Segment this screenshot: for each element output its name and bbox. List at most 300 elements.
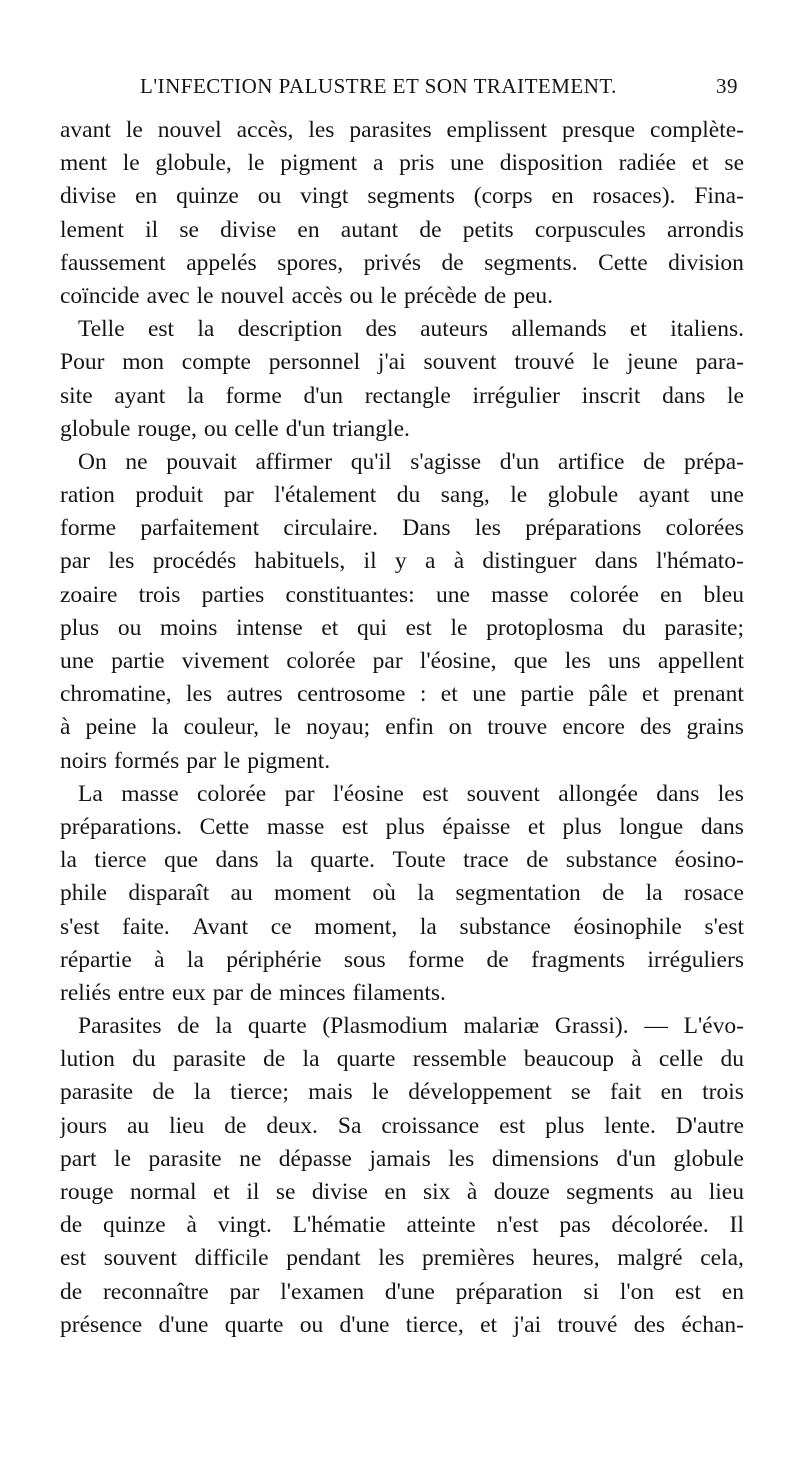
word: fragments <box>531 946 626 973</box>
word: le <box>196 282 214 309</box>
word: centrosome <box>297 681 406 708</box>
word: en <box>135 183 158 210</box>
word: reliés <box>60 979 111 1006</box>
word: filaments. <box>352 979 446 1006</box>
word: le <box>450 614 468 641</box>
word: heures, <box>532 1245 600 1272</box>
word: une <box>472 681 507 708</box>
word: périphérie <box>226 946 322 973</box>
word: Avant <box>192 913 249 940</box>
word: formés <box>114 747 180 774</box>
word: forme <box>225 382 282 409</box>
word: épaisse <box>442 813 511 840</box>
word: zoaire <box>60 581 118 608</box>
word: a <box>372 150 384 177</box>
word: les <box>186 681 213 708</box>
word: l'hémato- <box>656 548 744 575</box>
word: peu. <box>513 282 553 309</box>
word: celle <box>658 1046 704 1073</box>
word: Grassi). <box>554 1013 629 1040</box>
word: phile <box>60 880 107 907</box>
word: du <box>132 1046 156 1073</box>
word: plus <box>385 813 425 840</box>
word: est <box>60 1245 87 1272</box>
word: que <box>164 847 198 874</box>
word: masse <box>121 780 179 807</box>
word: appellent <box>657 648 744 674</box>
word: parasite <box>60 1079 134 1106</box>
word: chromatine, <box>60 681 172 708</box>
word: à <box>154 946 165 973</box>
word: d'une <box>339 1311 390 1338</box>
word: trois <box>138 581 181 608</box>
word: globule <box>673 1145 744 1172</box>
word: dans <box>700 813 744 840</box>
word: d'un <box>303 382 343 409</box>
word: le <box>125 117 143 143</box>
word: italiens. <box>670 316 744 343</box>
word: dans <box>662 382 706 409</box>
word: et <box>527 813 545 840</box>
word: L'hématie <box>292 1212 386 1239</box>
word: le <box>114 1145 132 1172</box>
word: parasite; <box>664 614 744 641</box>
word: ration <box>60 482 115 509</box>
word: quinze <box>103 1212 166 1239</box>
text-line <box>60 1242 744 1275</box>
word: l'éosine, <box>419 648 497 674</box>
word: en <box>721 1278 744 1305</box>
word: de <box>60 1212 83 1239</box>
word: emplissent <box>446 117 548 143</box>
word: ayant <box>114 382 166 409</box>
word: avant <box>60 117 111 143</box>
word: accès, <box>236 117 294 143</box>
word: Cette <box>598 249 648 276</box>
word: irrégulier <box>472 382 560 409</box>
word: Toute <box>392 847 446 874</box>
word: la <box>302 1046 320 1073</box>
word: des <box>365 316 397 343</box>
word: des <box>640 714 672 741</box>
word: parties <box>201 581 265 608</box>
word: le <box>122 150 140 177</box>
word: l'examen <box>280 1278 365 1305</box>
word: ce <box>270 913 292 940</box>
text-line <box>60 446 744 479</box>
word: précède <box>403 282 477 309</box>
word: de <box>441 249 464 276</box>
word: lente. <box>604 1112 656 1139</box>
word: habituels, <box>254 548 346 575</box>
word: et <box>212 1179 230 1205</box>
word: rouge <box>60 1179 114 1205</box>
word: eux <box>171 979 206 1006</box>
word: qu'il <box>350 448 392 475</box>
word: disparaît <box>128 880 210 907</box>
word: lieu <box>169 1112 205 1139</box>
word: uns <box>608 648 641 674</box>
word: masse <box>491 581 549 608</box>
word: lution <box>60 1046 115 1073</box>
word: segments <box>367 183 455 210</box>
word: masse <box>266 813 325 840</box>
text-line <box>60 114 744 147</box>
word: en <box>551 183 574 210</box>
word: partie <box>520 681 575 708</box>
text-line <box>60 844 744 877</box>
word: corpuscules <box>534 216 646 243</box>
word: colorée <box>569 581 639 608</box>
page-number: 39 <box>716 74 738 98</box>
word: l'on <box>619 1278 655 1305</box>
word: le <box>371 1079 389 1106</box>
text-line <box>60 313 744 346</box>
word: présence <box>60 1311 143 1338</box>
word: pendant <box>286 1245 361 1272</box>
word: Dans <box>402 515 451 542</box>
word: plus <box>60 614 100 641</box>
word: tierce, <box>405 1311 464 1338</box>
word: préparation <box>455 1278 563 1305</box>
word: d'un <box>285 415 326 442</box>
word: accès <box>291 282 343 309</box>
text-line <box>60 911 744 944</box>
word: prenant <box>673 681 744 708</box>
word: les <box>474 515 501 542</box>
word: ne <box>125 448 148 475</box>
word: globule <box>60 415 131 442</box>
word: de <box>643 448 666 475</box>
word: s'agisse <box>410 448 482 475</box>
text-line <box>60 1143 744 1176</box>
word: procédés <box>152 548 237 575</box>
word: souvent <box>423 349 497 376</box>
word: de <box>177 1013 200 1040</box>
word: à <box>453 548 465 575</box>
word: pigment. <box>247 747 331 774</box>
word: forme <box>60 515 117 542</box>
word: constituantes: <box>285 581 415 608</box>
word: entre <box>117 979 165 1006</box>
word: normal <box>129 1179 197 1205</box>
word: trace <box>463 847 509 874</box>
text-line <box>60 778 744 811</box>
word: rouge, <box>137 415 197 442</box>
word: à <box>466 1179 478 1205</box>
text-line <box>60 944 744 977</box>
word: et <box>691 150 709 177</box>
word: de <box>249 979 272 1006</box>
word: rosaces). <box>592 183 676 210</box>
word: éosinophile <box>573 913 682 940</box>
word: divise <box>220 216 277 243</box>
word: du <box>396 482 421 509</box>
word: celle <box>234 415 279 442</box>
word: souvent <box>466 780 540 807</box>
word: ou <box>257 183 282 210</box>
word: dimensions <box>491 1145 599 1172</box>
word: le <box>726 382 744 409</box>
word: se <box>724 150 744 177</box>
word: mais <box>308 1079 353 1106</box>
word: trouvé <box>557 1311 618 1338</box>
word: appelés <box>186 249 257 276</box>
text-line <box>60 612 744 645</box>
word: fait <box>609 1079 642 1106</box>
text-line <box>60 1076 744 1109</box>
body-text <box>60 114 744 1342</box>
word: l'étalement <box>274 482 377 509</box>
word: Parasites <box>78 1013 162 1040</box>
word: pas <box>559 1212 591 1239</box>
word: beaucoup <box>523 1046 614 1073</box>
word: s'est <box>60 913 100 940</box>
text-line <box>60 745 744 778</box>
word: Fina- <box>694 183 744 210</box>
word: une <box>710 482 744 509</box>
word: nouvel <box>220 282 285 309</box>
word: est <box>341 813 368 840</box>
word: développement <box>408 1079 552 1106</box>
word: moment <box>274 880 352 907</box>
word: ment <box>60 150 107 177</box>
word: pris <box>399 150 435 177</box>
word: trouvé <box>514 349 575 376</box>
word: division <box>668 249 744 276</box>
word: privés <box>363 249 422 276</box>
word: est <box>405 614 432 641</box>
text-line <box>60 1176 744 1209</box>
word: ou <box>349 282 373 309</box>
word: compte <box>181 349 251 376</box>
word: douze <box>493 1179 550 1205</box>
word: spores, <box>277 249 344 276</box>
word: trois <box>702 1079 744 1106</box>
word: la <box>417 880 435 907</box>
word: de <box>484 282 507 309</box>
word: site <box>60 382 93 409</box>
word: distinguer <box>482 548 577 575</box>
word: para- <box>695 349 744 376</box>
word: les <box>378 1245 405 1272</box>
text-line <box>60 579 744 612</box>
word: grains <box>686 714 744 741</box>
word: autres <box>226 681 283 708</box>
word: se <box>275 1179 296 1205</box>
word: moment, <box>314 913 398 940</box>
text-line <box>60 180 744 213</box>
text-line <box>60 1043 744 1076</box>
word: peine <box>85 714 137 741</box>
running-header <box>60 70 744 106</box>
word: description <box>237 316 343 343</box>
word: de <box>263 1046 286 1073</box>
word: autant <box>340 216 399 243</box>
word: préparations <box>525 515 642 542</box>
word: vingt. <box>217 1212 272 1239</box>
text-line <box>60 247 744 280</box>
word: quinze <box>176 183 239 210</box>
word: par <box>223 482 254 509</box>
word: minces <box>279 979 346 1006</box>
word: les <box>717 780 744 807</box>
word: et <box>629 316 647 343</box>
word: d'une <box>158 1311 209 1338</box>
word: quarte <box>224 1311 284 1338</box>
word: enfin <box>385 714 434 741</box>
word: allemands <box>511 316 607 343</box>
word: j'ai <box>377 349 406 376</box>
word: nouvel <box>157 117 222 143</box>
word: avec <box>146 282 190 309</box>
word: de <box>419 216 442 243</box>
word: L'évo- <box>683 1013 744 1040</box>
word: Sa <box>337 1112 362 1139</box>
word: éosino- <box>674 847 744 874</box>
text-line <box>60 877 744 910</box>
word: à <box>60 714 71 741</box>
text-line <box>60 1209 744 1242</box>
text-line <box>60 479 744 512</box>
word: complète- <box>650 117 744 143</box>
word: par <box>212 979 243 1006</box>
word: ou <box>299 1311 324 1338</box>
word: la <box>151 714 169 741</box>
word: qui <box>356 614 388 641</box>
word: d'un <box>499 448 540 475</box>
word: auteurs <box>420 316 488 343</box>
word: en <box>384 1179 407 1205</box>
word: quarte <box>336 1046 396 1073</box>
word: Cette <box>199 813 250 840</box>
word: d'une <box>384 1278 435 1305</box>
word: parfaitement <box>140 515 260 542</box>
word: le <box>247 150 265 177</box>
word: dans <box>215 847 259 874</box>
word: le <box>274 714 292 741</box>
word: la <box>197 316 215 343</box>
word: est <box>499 1112 526 1139</box>
word: j'ai <box>513 1311 542 1338</box>
word: affirmer <box>255 448 333 475</box>
text-line <box>60 214 744 247</box>
word: produit <box>135 482 204 509</box>
word: de <box>486 946 509 973</box>
word: le <box>510 482 528 509</box>
word: jeune <box>626 349 678 376</box>
word: et <box>642 681 659 708</box>
word: se <box>179 216 199 243</box>
word: tierce; <box>230 1079 289 1106</box>
text-line <box>60 346 744 379</box>
word: : <box>419 681 427 708</box>
word: la <box>60 847 77 874</box>
word: croissance <box>381 1112 480 1139</box>
word: globule <box>547 482 619 509</box>
word: décolorée. <box>611 1212 709 1239</box>
text-line <box>60 645 744 678</box>
word: les <box>564 648 591 674</box>
word: parasites <box>349 117 432 143</box>
word: circulaire. <box>283 515 378 542</box>
word: segments <box>566 1179 654 1205</box>
word: une <box>450 150 484 177</box>
text-line <box>60 977 744 1010</box>
word: lieu <box>708 1179 744 1205</box>
word: artifice <box>557 448 625 475</box>
word: si <box>583 1278 600 1305</box>
word: échan- <box>681 1311 744 1338</box>
word: malariæ <box>463 1013 540 1040</box>
word: six <box>422 1179 451 1205</box>
word: les <box>308 117 335 143</box>
word: rectangle <box>364 382 451 409</box>
word: et <box>321 614 339 641</box>
word: — <box>644 1013 668 1040</box>
word: a <box>424 548 436 575</box>
running-title: L'INFECTION PALUSTRE ET SON TRAITEMENT. <box>140 74 617 98</box>
word: cela, <box>700 1245 744 1272</box>
word: que <box>513 648 548 674</box>
text-line <box>60 1110 744 1143</box>
word: vivement <box>181 648 270 674</box>
word: à <box>631 1046 642 1073</box>
word: pâle <box>588 681 628 708</box>
word: couleur, <box>183 714 259 741</box>
word: personnel <box>268 349 361 376</box>
word: colorée <box>197 780 267 807</box>
word: est <box>674 1278 701 1305</box>
word: inscrit <box>581 382 641 409</box>
text-line <box>60 711 744 744</box>
word: ayant <box>638 482 690 509</box>
word: une <box>435 581 470 608</box>
word: ou <box>203 415 228 442</box>
word: il <box>363 548 377 575</box>
word: difficile <box>194 1245 269 1272</box>
word: au <box>670 1179 693 1205</box>
word: de <box>224 1112 247 1139</box>
word: colorée <box>286 648 356 674</box>
word: la <box>275 847 293 874</box>
text-line <box>60 678 744 711</box>
word: pouvait <box>166 448 237 475</box>
word: segments. <box>484 249 578 276</box>
word: divise <box>60 183 117 210</box>
word: de <box>60 1278 83 1305</box>
word: radiée <box>618 150 677 177</box>
word: moins <box>160 614 218 641</box>
word: intense <box>236 614 303 641</box>
word: reconnaître <box>102 1278 209 1305</box>
word: encore <box>562 714 625 741</box>
word: Telle <box>78 316 125 343</box>
word: n'est <box>496 1212 539 1239</box>
word: triangle. <box>332 415 410 442</box>
word: y <box>394 548 407 575</box>
text-line <box>60 1309 744 1342</box>
word: faite. <box>122 913 170 940</box>
word: deux. <box>266 1112 318 1139</box>
text-line <box>60 1010 744 1043</box>
word: premières <box>422 1245 515 1272</box>
word: le <box>379 282 397 309</box>
word: quarte. <box>310 847 375 874</box>
text-line <box>60 811 744 844</box>
word: l'éosine <box>333 780 404 807</box>
word: et <box>480 1311 498 1338</box>
